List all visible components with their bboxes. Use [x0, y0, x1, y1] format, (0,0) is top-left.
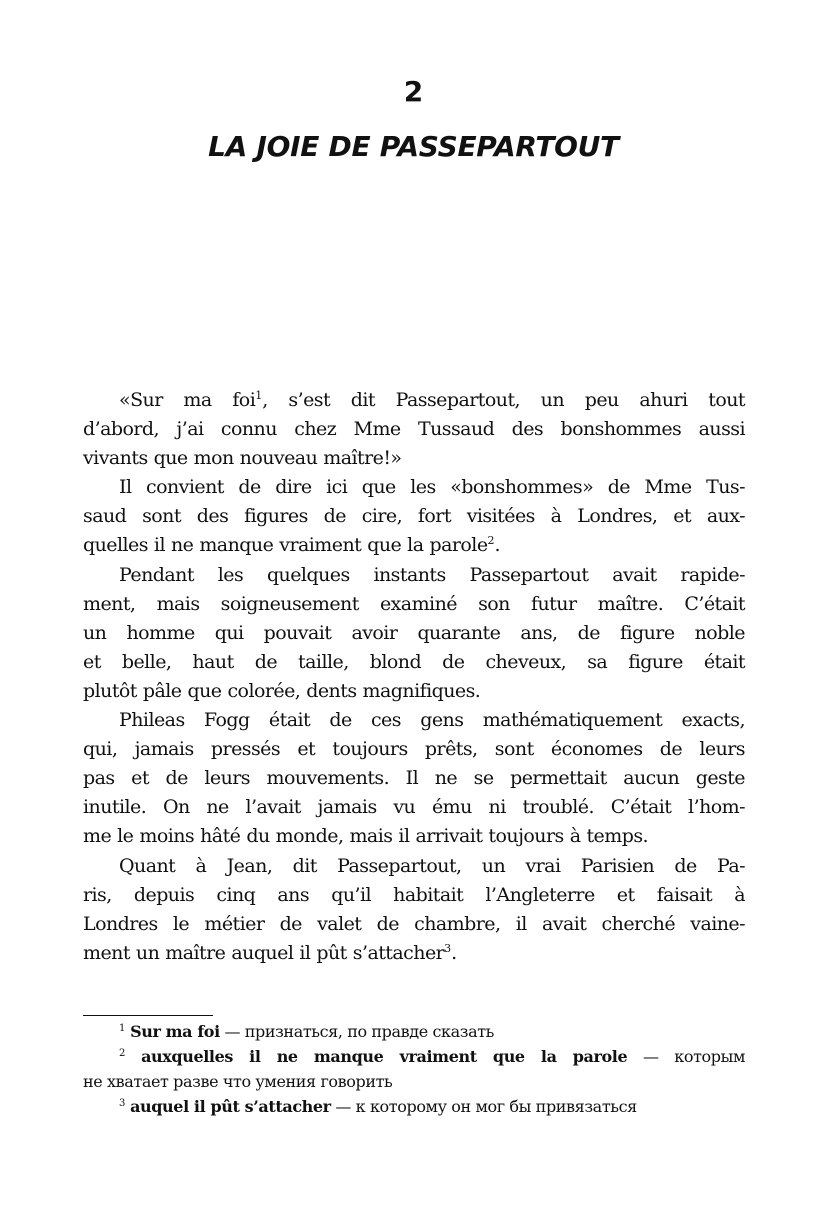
paragraph-4-line-1: Phileas Fogg était de ces gens mathématiquement exacts, [119, 709, 745, 732]
chapter-title: LA JOIE DE PASSEPARTOUT [208, 130, 619, 163]
paragraph-3-line-2: ment, mais soigneusement examiné son futur maître. C’était [83, 592, 745, 615]
paragraph-4-line-2: qui, jamais pressés et toujours prêts, sont économes de leurs [83, 738, 745, 761]
paragraph-2-line-1: Il convient de dire ici que les «bonshommes» de Mme Tus- [119, 476, 745, 499]
paragraph-4-line-5: me le moins hâté du monde, mais il arrivait toujours à temps. [83, 825, 649, 848]
footnotes [83, 1019, 745, 1119]
footnote-1-marker: 1 [119, 1023, 126, 1034]
paragraph-3-line-1: Pendant les quelques instants Passepartout avait rapide- [119, 563, 745, 586]
footnote-3-marker: 3 [119, 1098, 126, 1109]
footnote-ref-1: 1 [255, 389, 263, 402]
footnote-1-translation: — признаться, по правде сказать [219, 1022, 494, 1041]
footnote-1 [83, 1019, 745, 1044]
body-text [83, 386, 745, 968]
paragraph-2-line-2: saud sont des figures de cire, fort visitées à Londres, et aux- [83, 505, 745, 528]
paragraph-1-line-2: d’abord, j’ai connu chez Mme Tussaud des bonshommes aussi [83, 418, 745, 441]
paragraph-3-line-5: plutôt pâle que colorée, dents magnifiques. [83, 679, 481, 702]
footnote-2 [83, 1044, 745, 1069]
footnote-separator [83, 1015, 213, 1016]
footnote-2-translation: — которым [627, 1047, 745, 1066]
paragraph-1-line-1: «Sur ma foi$^1$, s’est dit Passepartout, un peu ahuri tout [119, 389, 745, 411]
footnote-3-term: auquel il pût s’attacher [130, 1097, 331, 1116]
paragraph-5-line-4: ment un maître auquel il pût s’attacher$^3$. [83, 941, 457, 964]
footnote-ref-3: 3 [444, 941, 452, 955]
paragraph-4-line-3: pas et de leurs mouvements. Il ne se permettait aucun geste [83, 767, 745, 790]
footnote-2-continuation: не хватает разве что умения говорить [83, 1072, 393, 1091]
paragraph-2-line-3: quelles il ne manque vraiment que la parole$^2$. [83, 534, 501, 557]
paragraph-3-line-3: un homme qui pouvait avoir quarante ans, de figure noble [83, 621, 745, 644]
footnote-3-translation: — к которому он мог бы привязаться [330, 1097, 637, 1116]
footnote-1-term: Sur ma foi [130, 1022, 220, 1041]
paragraph-5-line-2: ris, depuis cinq ans qu’il habitait l’Angleterre et faisait à [83, 883, 745, 906]
footnote-2-marker: 2 [119, 1048, 126, 1059]
paragraph-5-line-1: Quant à Jean, dit Passepartout, un vrai Parisien de Pa- [119, 854, 745, 877]
paragraph-5-line-3: Londres le métier de valet de chambre, il avait cherché vaine- [83, 912, 745, 935]
footnote-2-term: auxquelles il ne manque vraiment que la parole [141, 1047, 628, 1066]
paragraph-3-line-4: et belle, haut de taille, blond de cheveux, sa figure était [83, 650, 745, 673]
chapter-number: 2 [403, 75, 424, 108]
footnote-ref-2: 2 [487, 534, 495, 548]
footnote-3 [83, 1094, 745, 1119]
paragraph-4-line-4: inutile. On ne l’avait jamais vu ému ni troublé. C’était l’hom- [83, 796, 745, 819]
paragraph-1-line-3: vivants que mon nouveau maître!» [83, 447, 402, 470]
